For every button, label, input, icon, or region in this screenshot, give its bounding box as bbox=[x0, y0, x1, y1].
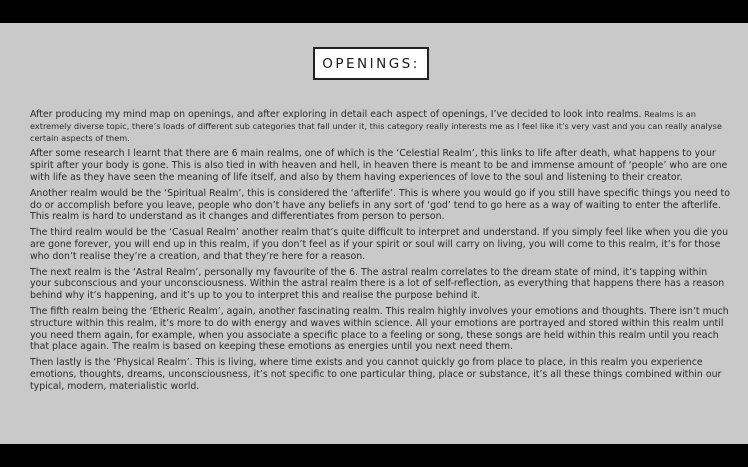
paragraph-1-rest: Realms is an extremely diverse topic, there’s loads of different sub categories that fall under it, this category really interests me as I feel like it’s very vast and you can really analyse certain aspects of them. bbox=[30, 109, 722, 143]
paragraph-5: The next realm is the ‘Astral Realm’, personally my favourite of the 6. The astral realm correlates to the dream state of mind, it’s tapping within your subconscious and your unconsciousness. Within the astral realm there is a lot of self-reflection, as everything that happens there has a reason behind why it’s happening, and it’s up to you to interpret this and realise the purpose behind it. bbox=[30, 266, 725, 302]
slide-title: OPENINGS: bbox=[322, 55, 420, 72]
body-text bbox=[30, 109, 730, 397]
paragraph-6: The fifth realm being the ‘Etheric Realm’, again, another fascinating realm. This realm highly involves your emotions and thoughts. There isn’t much structure within this realm, it’s more to do with energy and waves within science. All your emotions are portrayed and stored within this realm until you need them again, for example, when you associate a specific place to a feeling or song, these songs are held within this realm until you reach that place again. The realm is based on keeping these emotions as energies until you next need them. bbox=[30, 305, 729, 353]
paragraph-1 bbox=[30, 109, 730, 144]
paragraph-1-lead: After producing my mind map on openings, and after exploring in detail each aspect of openings, I’ve decided to look into realms. bbox=[30, 109, 642, 120]
paragraph-2: After some research I learnt that there are 6 main realms, one of which is the ‘Celestial Realm’, this links to life after death, what happens to your spirit after your body is gone. This is also tied in with heaven and hell, in heaven there is meant to be and immense amount of ‘people’ who are one with life as they have seen the meaning of life itself, and also by them having experiences of love to the soul and listening to their creator. bbox=[30, 148, 728, 183]
title-box bbox=[313, 47, 429, 80]
paragraph-3: Another realm would be the ‘Spiritual Realm’, this is considered the ‘afterlife’. This is where you would go if you still have specific things you need to do or accomplish before you leave, people who don’t have any beliefs in any sort of ‘god’ tend to go here as a way of waiting to enter the afterlife. This realm is hard to understand as it changes and differentiates from person to person. bbox=[30, 187, 730, 223]
paragraph-4: The third realm would be the ‘Casual Realm’ another realm that’s quite difficult to interpret and understand. If you simply feel like when you die you are gone forever, you will end up in this realm, if you don’t feel as if your spirit or soul will carry on living, you will come to this realm, it’s for those who don’t realise they’re a creation, and that they’re here for a reason. bbox=[30, 227, 729, 262]
slide bbox=[0, 23, 748, 444]
paragraph-7: Then lastly is the ‘Physical Realm’. This is living, where time exists and you cannot quickly go from place to place, in this realm you experience emotions, thoughts, dreams, unconsciousness, it’s not specific to one particular thing, place or substance, it’s all these things combined within our typical, modern, materialistic world. bbox=[30, 357, 722, 392]
